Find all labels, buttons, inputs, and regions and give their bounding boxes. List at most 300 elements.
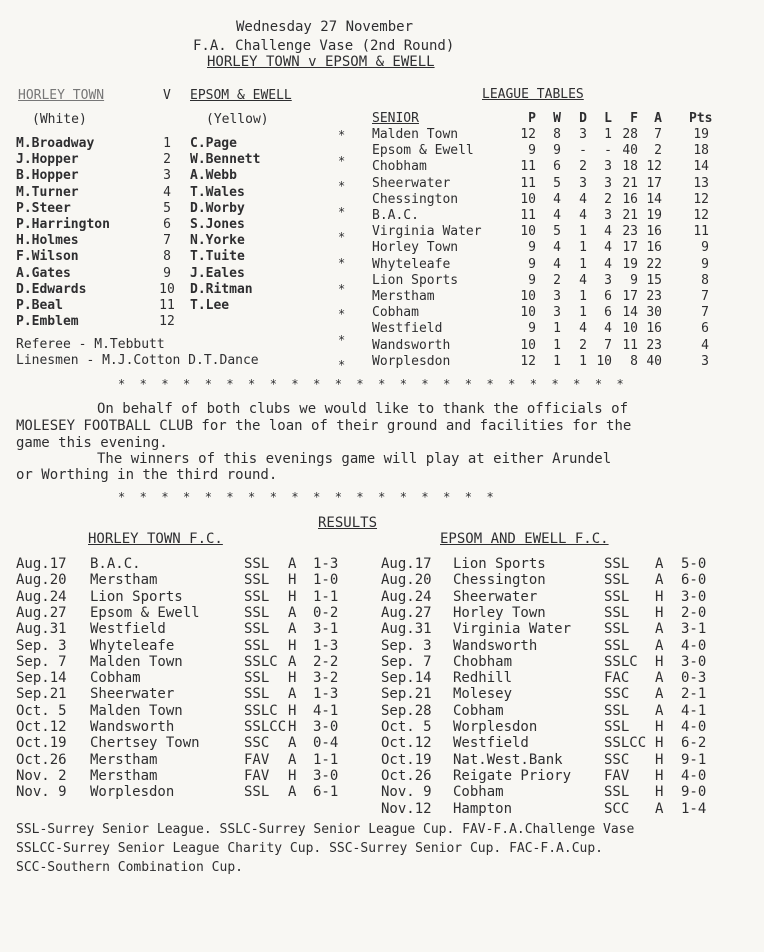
horley-result-competition: SSL <box>244 621 270 638</box>
epsom-result-date: Oct.12 <box>381 735 432 752</box>
horley-result-score: 1-3 <box>313 686 339 703</box>
epsom-result-competition: SSL <box>604 572 630 589</box>
horley-result-opponent: Malden Town <box>90 653 183 670</box>
key-line-2: SSLCC-Surrey Senior League Charity Cup. SSC-Surrey Senior Cup. FAC-F.A.Cup. <box>16 841 603 856</box>
asterisk: * <box>338 307 346 322</box>
league-stat: 4 <box>579 191 587 207</box>
league-stat: 3 <box>604 272 612 288</box>
horley-result-date: Aug.27 <box>16 604 67 621</box>
epsom-result-venue: A <box>655 686 664 703</box>
horley-result-venue: H <box>288 588 297 605</box>
epsom-result-competition: SSL <box>604 784 630 801</box>
league-stat: 11 <box>520 175 536 191</box>
home-player: D.Edwards <box>16 281 87 297</box>
horley-result-venue: H <box>288 702 297 719</box>
asterisk: * <box>338 256 346 270</box>
epsom-result-competition: SSL <box>604 637 630 654</box>
epsom-result-score: 0-3 <box>681 670 707 687</box>
league-stat: 3 <box>579 175 587 191</box>
horley-result-score: 1-3 <box>313 556 339 572</box>
home-player: J.Hopper <box>16 152 79 168</box>
epsom-result-score: 3-0 <box>681 588 707 605</box>
away-player: S.Jones <box>190 217 245 232</box>
horley-result-score: 2-2 <box>313 653 339 670</box>
epsom-result-venue: H <box>655 735 664 752</box>
league-stat: 5 <box>553 224 561 240</box>
epsom-result-date: Oct.26 <box>381 767 432 784</box>
horley-result-opponent: Merstham <box>90 751 158 768</box>
horley-result-opponent: Westfield <box>90 621 166 638</box>
league-stat: 19 <box>622 256 638 272</box>
league-stat: 8 <box>630 353 638 369</box>
league-stat: 10 <box>520 224 536 240</box>
home-player: A.Gates <box>16 265 71 281</box>
epsom-result-score: 4-0 <box>681 719 707 735</box>
league-team-name: Malden Town <box>372 127 459 142</box>
league-stat: 3 <box>604 159 612 175</box>
league-stat: 6 <box>701 321 709 337</box>
horley-result-venue: A <box>288 751 297 768</box>
horley-result-opponent: Malden Town <box>90 702 183 719</box>
epsom-result-opponent: Hampton <box>453 800 513 817</box>
winners-line-2: or Worthing in the third round. <box>16 467 278 483</box>
away-player: D.Worby <box>190 200 245 216</box>
epsom-result-competition: FAV <box>604 767 630 784</box>
league-stat: 3 <box>604 175 612 191</box>
away-player: W.Bennett <box>190 152 261 168</box>
shirt-number: 8 <box>163 249 171 265</box>
league-stat: 1 <box>579 353 587 369</box>
horley-result-venue: A <box>288 735 297 752</box>
epsom-result-opponent: Molesey <box>453 686 513 703</box>
league-stat: 2 <box>553 272 561 288</box>
winners-line-1: The winners of this evenings game will play at either Arundel <box>97 451 612 467</box>
epsom-result-date: Oct.19 <box>381 751 432 768</box>
epsom-result-opponent: Sheerwater <box>453 588 538 605</box>
horley-result-competition: SSL <box>244 670 270 687</box>
away-team-heading: EPSOM & EWELL <box>190 88 292 103</box>
league-stat: 2 <box>604 191 612 207</box>
epsom-result-score: 1-4 <box>681 800 707 817</box>
league-stat: 17 <box>646 175 662 191</box>
league-stat: 9 <box>528 256 536 272</box>
horley-result-score: 0-4 <box>313 735 339 752</box>
league-stat: 11 <box>520 208 536 223</box>
epsom-result-venue: H <box>655 604 664 621</box>
league-stat: 12 <box>693 208 709 223</box>
horley-result-venue: A <box>288 784 297 801</box>
epsom-result-opponent: Lion Sports <box>453 556 546 572</box>
away-player: T.Tuite <box>190 249 245 265</box>
epsom-result-date: Aug.31 <box>381 621 432 638</box>
league-stat: 2 <box>579 337 587 353</box>
epsom-result-opponent: Chobham <box>453 653 513 670</box>
horley-result-score: 0-2 <box>313 604 339 621</box>
epsom-result-date: Aug.20 <box>381 572 432 589</box>
epsom-result-venue: A <box>655 621 664 638</box>
epsom-result-score: 6-2 <box>681 735 707 752</box>
epsom-result-date: Sep. 3 <box>381 637 432 654</box>
league-stat: 16 <box>646 240 662 256</box>
thanks-line-3: game this evening. <box>16 435 168 451</box>
epsom-result-date: Aug.24 <box>381 588 432 605</box>
epsom-result-venue: H <box>655 784 664 801</box>
results-title: RESULTS <box>318 515 378 531</box>
away-player: C.Page <box>190 136 237 151</box>
horley-result-score: 1-0 <box>313 572 339 589</box>
referee: Referee - M.Tebbutt <box>16 337 165 352</box>
shirt-number: 7 <box>163 233 171 249</box>
horley-result-competition: SSL <box>244 572 270 589</box>
shirt-number: 9 <box>163 265 171 281</box>
horley-result-opponent: Merstham <box>90 767 158 784</box>
league-team-name: Westfield <box>372 321 443 337</box>
horley-result-venue: H <box>288 670 297 687</box>
league-stat: - <box>604 143 612 159</box>
away-player: D.Ritman <box>190 281 253 297</box>
league-team-name: Worplesdon <box>372 353 451 369</box>
league-column-header: P <box>528 111 536 126</box>
league-stat: 2 <box>579 159 587 175</box>
horley-result-opponent: Lion Sports <box>90 588 183 605</box>
league-stat: 9 <box>553 143 561 159</box>
horley-result-venue: H <box>288 719 297 735</box>
league-stat: 21 <box>622 208 638 223</box>
league-stat: 12 <box>520 353 536 369</box>
horley-result-competition: SSLC <box>244 653 278 670</box>
league-stat: 3 <box>701 353 709 369</box>
league-stat: 9 <box>701 256 709 272</box>
horley-result-date: Aug.20 <box>16 572 67 589</box>
horley-result-date: Aug.24 <box>16 588 67 605</box>
home-player: B.Hopper <box>16 168 79 184</box>
fixture-title: HORLEY TOWN v EPSOM & EWELL <box>207 54 435 70</box>
horley-result-score: 1-1 <box>313 588 339 605</box>
epsom-result-score: 4-1 <box>681 702 707 719</box>
league-stat: 19 <box>646 208 662 223</box>
epsom-result-opponent: Redhill <box>453 670 513 687</box>
league-stat: 8 <box>553 127 561 142</box>
league-stat: 14 <box>693 159 709 175</box>
league-stat: 9 <box>701 240 709 256</box>
home-player: P.Harrington <box>16 217 110 232</box>
league-stat: 21 <box>622 175 638 191</box>
league-stat: - <box>579 143 587 159</box>
horley-result-date: Sep. 3 <box>16 637 67 654</box>
horley-result-opponent: Merstham <box>90 572 158 589</box>
horley-result-competition: SSL <box>244 556 270 572</box>
league-stat: 1 <box>579 305 587 321</box>
asterisk: * <box>338 358 346 373</box>
epsom-result-competition: SSL <box>604 702 630 719</box>
epsom-result-venue: H <box>655 653 664 670</box>
league-stat: 12 <box>646 159 662 175</box>
asterisk: * <box>338 332 346 347</box>
league-column-header: D <box>579 111 587 126</box>
epsom-result-date: Aug.27 <box>381 604 432 621</box>
league-stat: 1 <box>553 321 561 337</box>
league-stat: 6 <box>553 159 561 175</box>
horley-result-score: 3-0 <box>313 767 339 784</box>
league-stat: 10 <box>520 289 536 304</box>
asterisk: * <box>338 179 346 194</box>
epsom-result-competition: SSC <box>604 751 630 768</box>
league-stat: 1 <box>579 224 587 240</box>
horley-result-opponent: Wandsworth <box>90 719 175 735</box>
epsom-result-competition: SSL <box>604 556 630 572</box>
epsom-results-title: EPSOM AND EWELL F.C. <box>440 531 609 547</box>
league-team-name: Horley Town <box>372 240 459 256</box>
league-stat: 40 <box>622 143 638 159</box>
home-player: P.Steer <box>16 200 71 216</box>
horley-result-opponent: B.A.C. <box>90 556 141 572</box>
league-team-name: Epsom & Ewell <box>372 143 474 159</box>
league-stat: 17 <box>622 289 638 304</box>
league-stat: 9 <box>528 143 536 159</box>
league-stat: 30 <box>646 305 662 321</box>
epsom-result-competition: SSLC <box>604 653 638 670</box>
competition-title: F.A. Challenge Vase (2nd Round) <box>193 38 455 54</box>
home-colour: (White) <box>32 112 87 127</box>
league-stat: 16 <box>646 224 662 240</box>
league-stat: 23 <box>622 224 638 240</box>
epsom-result-venue: H <box>655 588 664 605</box>
horley-result-score: 3-2 <box>313 670 339 687</box>
league-stat: 8 <box>701 272 709 288</box>
league-team-name: Virginia Water <box>372 224 482 240</box>
league-stat: 10 <box>596 353 612 369</box>
league-stat: 11 <box>622 337 638 353</box>
league-column-header: A <box>654 111 662 126</box>
league-stat: 18 <box>693 143 709 159</box>
horley-result-date: Nov. 2 <box>16 767 67 784</box>
horley-result-venue: H <box>288 637 297 654</box>
horley-result-competition: SSLC <box>244 702 278 719</box>
home-player: M.Broadway <box>16 136 95 151</box>
league-team-name: Chobham <box>372 159 427 175</box>
league-stat: 4 <box>553 191 561 207</box>
epsom-result-venue: A <box>655 702 664 719</box>
epsom-result-competition: FAC <box>604 670 630 687</box>
league-column-header: L <box>604 111 612 126</box>
horley-result-competition: SSL <box>244 686 270 703</box>
league-team-name: Chessington <box>372 191 459 207</box>
horley-result-opponent: Epsom & Ewell <box>90 604 200 621</box>
epsom-result-opponent: Chessington <box>453 572 546 589</box>
league-stat: 7 <box>701 289 709 304</box>
epsom-result-score: 2-1 <box>681 686 707 703</box>
epsom-result-opponent: Worplesdon <box>453 719 538 735</box>
league-stat: 4 <box>553 240 561 256</box>
league-stat: 9 <box>630 272 638 288</box>
shirt-number: 2 <box>163 152 171 168</box>
horley-result-score: 6-1 <box>313 784 339 801</box>
league-stat: 10 <box>622 321 638 337</box>
epsom-result-venue: A <box>655 572 664 589</box>
horley-result-venue: H <box>288 572 297 589</box>
horley-result-competition: SSL <box>244 588 270 605</box>
epsom-result-score: 9-0 <box>681 784 707 801</box>
league-stat: 17 <box>622 240 638 256</box>
epsom-result-venue: H <box>655 751 664 768</box>
league-division: SENIOR <box>372 111 419 126</box>
league-team-name: Cobham <box>372 305 419 321</box>
away-player: T.Lee <box>190 298 230 313</box>
league-stat: 6 <box>604 289 612 304</box>
league-team-name: Merstham <box>372 289 435 304</box>
shirt-number: 6 <box>163 217 171 232</box>
key-line-3: SCC-Southern Combination Cup. <box>16 860 243 875</box>
horley-result-opponent: Worplesdon <box>90 784 175 801</box>
epsom-result-opponent: Wandsworth <box>453 637 538 654</box>
asterisk: * <box>338 128 346 142</box>
away-player: N.Yorke <box>190 233 245 249</box>
epsom-result-competition: SSC <box>604 686 630 703</box>
shirt-number: 12 <box>159 314 175 330</box>
horley-result-date: Sep. 7 <box>16 653 67 670</box>
epsom-result-venue: A <box>655 637 664 654</box>
horley-result-opponent: Whyteleafe <box>90 637 175 654</box>
epsom-result-competition: SSL <box>604 604 630 621</box>
horley-result-score: 1-1 <box>313 751 339 768</box>
league-stat: 4 <box>579 321 587 337</box>
league-stat: 4 <box>553 256 561 272</box>
league-stat: 28 <box>622 127 638 142</box>
shirt-number: 10 <box>159 281 175 297</box>
versus-label: V <box>163 88 171 103</box>
asterisk: * <box>338 153 346 168</box>
league-stat: 1 <box>579 256 587 272</box>
horley-result-venue: A <box>288 653 297 670</box>
horley-result-date: Aug.17 <box>16 556 67 572</box>
horley-result-date: Oct.26 <box>16 751 67 768</box>
league-stat: 9 <box>528 240 536 256</box>
league-stat: 1 <box>604 127 612 142</box>
epsom-result-score: 6-0 <box>681 572 707 589</box>
separator-stars-2: * * * * * * * * * * * * * * * * * * <box>118 490 494 504</box>
epsom-result-score: 3-1 <box>681 621 707 638</box>
league-team-name: Sheerwater <box>372 175 451 191</box>
home-player: P.Emblem <box>16 314 79 330</box>
horley-result-competition: SSL <box>244 637 270 654</box>
shirt-number: 5 <box>163 200 171 216</box>
league-stat: 4 <box>604 240 612 256</box>
epsom-result-opponent: Reigate Priory <box>453 767 572 784</box>
horley-result-score: 3-0 <box>313 719 339 735</box>
asterisk: * <box>338 230 346 245</box>
league-stat: 16 <box>646 321 662 337</box>
horley-result-date: Aug.31 <box>16 621 67 638</box>
asterisk: * <box>338 281 346 296</box>
league-team-name: Lion Sports <box>372 272 459 288</box>
epsom-result-opponent: Cobham <box>453 702 504 719</box>
away-player: J.Eales <box>190 265 245 281</box>
epsom-result-opponent: Virginia Water <box>453 621 572 638</box>
league-stat: 3 <box>553 289 561 304</box>
league-stat: 12 <box>520 127 536 142</box>
epsom-result-date: Sep.21 <box>381 686 432 703</box>
league-stat: 23 <box>646 289 662 304</box>
league-stat: 4 <box>579 208 587 223</box>
epsom-result-venue: A <box>655 670 664 687</box>
home-team-heading: HORLEY TOWN <box>18 88 105 103</box>
league-stat: 23 <box>646 337 662 353</box>
epsom-result-score: 4-0 <box>681 767 707 784</box>
league-stat: 19 <box>693 127 709 142</box>
epsom-result-competition: SSLCC <box>604 735 647 752</box>
league-stat: 4 <box>553 208 561 223</box>
league-column-header: W <box>553 111 561 126</box>
league-stat: 13 <box>693 175 709 191</box>
epsom-result-competition: SCC <box>604 800 630 817</box>
thanks-line-1: On behalf of both clubs we would like to thank the officials of <box>97 401 629 417</box>
epsom-result-opponent: Cobham <box>453 784 504 801</box>
league-stat: 6 <box>604 305 612 321</box>
thanks-line-2: MOLESEY FOOTBALL CLUB for the loan of their ground and facilities for the <box>16 418 632 434</box>
linesmen: Linesmen - M.J.Cotton D.T.Dance <box>16 353 259 368</box>
epsom-result-opponent: Nat.West.Bank <box>453 751 563 768</box>
league-stat: 10 <box>520 337 536 353</box>
horley-result-competition: SSC <box>244 735 270 752</box>
league-stat: 4 <box>604 256 612 272</box>
epsom-result-date: Sep. 7 <box>381 653 432 670</box>
horley-result-venue: A <box>288 686 297 703</box>
league-stat: 3 <box>553 305 561 321</box>
league-stat: 7 <box>701 305 709 321</box>
league-stat: 5 <box>553 175 561 191</box>
key-line-1: SSL-Surrey Senior League. SSLC-Surrey Senior League Cup. FAV-F.A.Challenge Vase <box>16 822 635 837</box>
league-stat: 16 <box>622 191 638 207</box>
home-player: F.Wilson <box>16 249 79 265</box>
shirt-number: 3 <box>163 168 171 184</box>
away-colour: (Yellow) <box>206 112 269 127</box>
epsom-result-date: Oct. 5 <box>381 719 432 735</box>
shirt-number: 1 <box>163 136 171 151</box>
league-stat: 1 <box>553 337 561 353</box>
league-stat: 1 <box>579 240 587 256</box>
epsom-result-score: 9-1 <box>681 751 707 768</box>
league-tables-title: LEAGUE TABLES <box>482 87 584 102</box>
league-stat: 15 <box>646 272 662 288</box>
epsom-result-date: Nov. 9 <box>381 784 432 801</box>
league-stat: 11 <box>520 159 536 175</box>
home-player: P.Beal <box>16 298 63 313</box>
league-stat: 40 <box>646 353 662 369</box>
horley-result-date: Nov. 9 <box>16 784 67 801</box>
league-stat: 4 <box>701 337 709 353</box>
epsom-result-score: 5-0 <box>681 556 707 572</box>
epsom-result-score: 4-0 <box>681 637 707 654</box>
league-stat: 4 <box>604 321 612 337</box>
league-team-name: Whyteleafe <box>372 256 451 272</box>
epsom-result-opponent: Westfield <box>453 735 529 752</box>
league-stat: 4 <box>579 272 587 288</box>
league-column-header: Pts <box>689 111 713 126</box>
horley-result-venue: A <box>288 604 297 621</box>
shirt-number: 4 <box>163 184 171 200</box>
league-stat: 2 <box>654 143 662 159</box>
epsom-result-opponent: Horley Town <box>453 604 546 621</box>
epsom-result-venue: A <box>655 800 664 817</box>
horley-result-competition: SSLCC <box>244 719 287 735</box>
epsom-result-date: Sep.14 <box>381 670 432 687</box>
epsom-result-date: Sep.28 <box>381 702 432 719</box>
horley-result-score: 4-1 <box>313 702 339 719</box>
league-team-name: B.A.C. <box>372 208 419 223</box>
horley-result-opponent: Sheerwater <box>90 686 175 703</box>
epsom-result-venue: H <box>655 719 664 735</box>
horley-result-score: 3-1 <box>313 621 339 638</box>
